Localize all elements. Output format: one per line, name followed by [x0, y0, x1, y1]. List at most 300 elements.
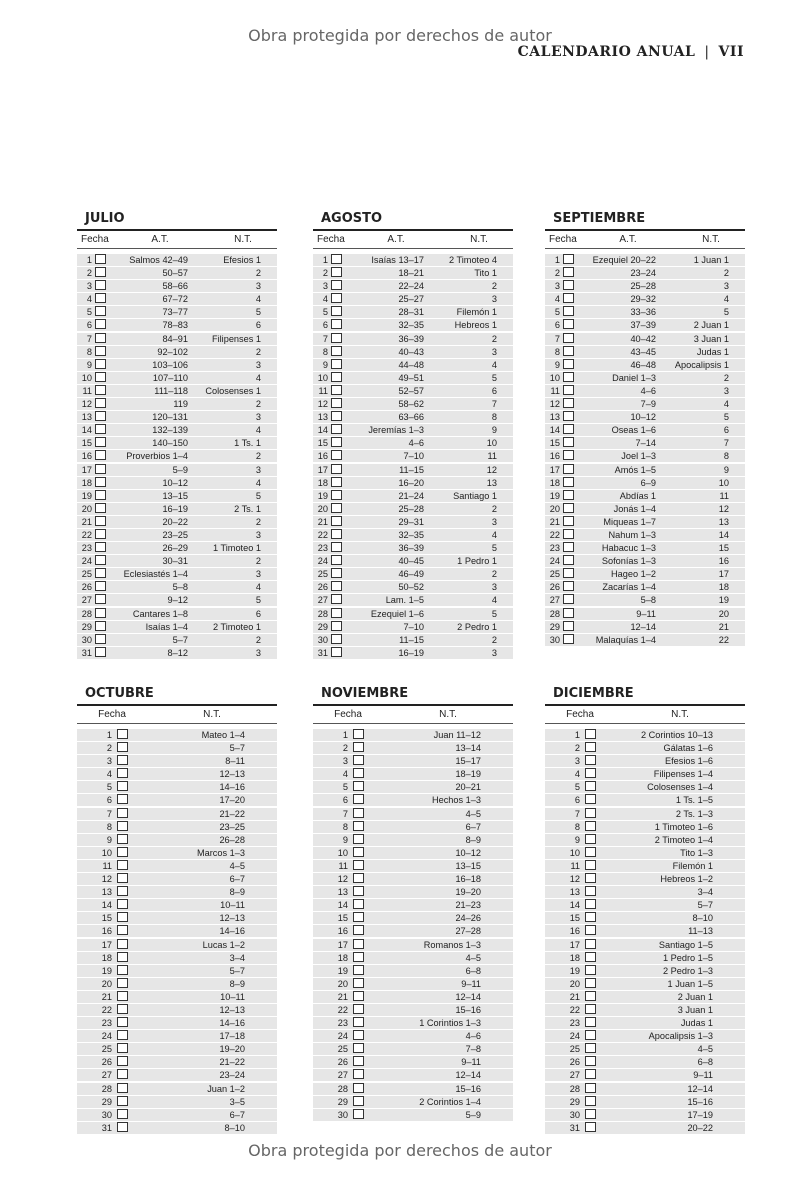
ot-reading: 78–83: [162, 320, 188, 331]
read-checkbox[interactable]: [353, 1083, 364, 1093]
nt-reading: 15–17: [455, 756, 481, 767]
read-checkbox[interactable]: [117, 1069, 128, 1079]
read-checkbox[interactable]: [117, 1122, 128, 1132]
read-checkbox[interactable]: [585, 808, 596, 818]
read-checkbox[interactable]: [563, 293, 574, 303]
day-number: 9: [322, 359, 328, 370]
day-number: 1: [86, 255, 92, 265]
read-checkbox[interactable]: [331, 634, 342, 644]
read-checkbox[interactable]: [117, 1083, 128, 1093]
read-checkbox[interactable]: [117, 991, 128, 1001]
nt-reading: 12: [718, 503, 729, 514]
read-checkbox[interactable]: [563, 516, 574, 526]
read-checkbox[interactable]: [353, 965, 364, 975]
read-checkbox[interactable]: [95, 280, 106, 290]
read-checkbox[interactable]: [117, 768, 128, 778]
day-number: 14: [101, 900, 112, 911]
read-checkbox[interactable]: [353, 834, 364, 844]
read-checkbox[interactable]: [563, 398, 574, 408]
reading-row: [545, 1004, 745, 1016]
read-checkbox[interactable]: [117, 899, 128, 909]
day-number: 21: [337, 991, 348, 1002]
nt-reading: 2 Juan 1: [693, 320, 729, 331]
nt-reading: 1 Timoteo 1–6: [654, 821, 713, 832]
read-checkbox[interactable]: [117, 1056, 128, 1066]
read-checkbox[interactable]: [117, 847, 128, 857]
read-checkbox[interactable]: [117, 781, 128, 791]
nt-reading: 2: [491, 634, 497, 645]
read-checkbox[interactable]: [353, 729, 364, 739]
read-checkbox[interactable]: [95, 634, 106, 644]
reading-row: [545, 385, 745, 397]
ot-reading: 32–35: [398, 529, 424, 540]
ot-reading: 25–28: [630, 281, 656, 292]
ot-reading: 103–106: [152, 359, 188, 370]
read-checkbox[interactable]: [563, 555, 574, 565]
read-checkbox[interactable]: [585, 768, 596, 778]
read-checkbox[interactable]: [585, 847, 596, 857]
day-number: 25: [317, 569, 328, 580]
read-checkbox[interactable]: [117, 808, 128, 818]
read-checkbox[interactable]: [117, 794, 128, 804]
read-checkbox[interactable]: [353, 1109, 364, 1119]
nt-reading: 13–15: [455, 860, 481, 871]
nt-reading: 14–16: [219, 1018, 245, 1029]
reading-row: [77, 490, 277, 502]
read-checkbox[interactable]: [331, 424, 342, 434]
read-checkbox[interactable]: [95, 450, 106, 460]
read-checkbox[interactable]: [331, 319, 342, 329]
nt-reading: Colosenses 1: [205, 385, 261, 396]
read-checkbox[interactable]: [117, 729, 128, 739]
read-checkbox[interactable]: [585, 886, 596, 896]
day-number: 1: [106, 730, 112, 740]
nt-reading: 8: [491, 412, 497, 423]
read-checkbox[interactable]: [331, 581, 342, 591]
read-checkbox[interactable]: [95, 411, 106, 421]
read-checkbox[interactable]: [563, 306, 574, 316]
read-checkbox[interactable]: [563, 267, 574, 277]
read-checkbox[interactable]: [563, 333, 574, 343]
read-checkbox[interactable]: [585, 781, 596, 791]
read-checkbox[interactable]: [585, 925, 596, 935]
ot-reading: 7–10: [403, 451, 424, 462]
read-checkbox[interactable]: [331, 450, 342, 460]
read-checkbox[interactable]: [563, 568, 574, 578]
read-checkbox[interactable]: [563, 254, 574, 264]
read-checkbox[interactable]: [563, 529, 574, 539]
read-checkbox[interactable]: [353, 912, 364, 922]
day-number: 18: [101, 952, 112, 963]
day-number: 29: [337, 1096, 348, 1107]
column-fecha: Fecha: [566, 709, 594, 720]
read-checkbox[interactable]: [117, 952, 128, 962]
day-number: 1: [554, 255, 560, 265]
reading-row: [313, 742, 513, 754]
column-header-row: [313, 231, 513, 249]
read-checkbox[interactable]: [585, 821, 596, 831]
reading-row: [313, 991, 513, 1003]
read-checkbox[interactable]: [353, 742, 364, 752]
read-checkbox[interactable]: [117, 886, 128, 896]
read-checkbox[interactable]: [95, 568, 106, 578]
day-number: 3: [554, 281, 560, 292]
column-nt: N.T.: [234, 234, 252, 245]
read-checkbox[interactable]: [353, 1096, 364, 1106]
read-checkbox[interactable]: [585, 952, 596, 962]
read-checkbox[interactable]: [563, 621, 574, 631]
ot-reading: Lam. 1–5: [385, 595, 424, 606]
nt-reading: 3: [723, 281, 729, 292]
day-number: 15: [317, 438, 328, 449]
day-number: 12: [337, 874, 348, 885]
read-checkbox[interactable]: [585, 755, 596, 765]
read-checkbox[interactable]: [353, 1004, 364, 1014]
read-checkbox[interactable]: [585, 1083, 596, 1093]
read-checkbox[interactable]: [353, 1017, 364, 1027]
read-checkbox[interactable]: [95, 542, 106, 552]
read-checkbox[interactable]: [117, 1043, 128, 1053]
day-number: 14: [317, 425, 328, 436]
day-number: 17: [337, 939, 348, 950]
read-checkbox[interactable]: [331, 333, 342, 343]
reading-row: [313, 1056, 513, 1068]
read-checkbox[interactable]: [353, 1056, 364, 1066]
read-checkbox[interactable]: [563, 450, 574, 460]
read-checkbox[interactable]: [563, 477, 574, 487]
read-checkbox[interactable]: [95, 306, 106, 316]
read-checkbox[interactable]: [353, 860, 364, 870]
read-checkbox[interactable]: [331, 647, 342, 657]
day-number: 10: [549, 372, 560, 383]
nt-reading: Judas 1: [696, 346, 729, 357]
nt-reading: 3–4: [229, 952, 245, 963]
read-checkbox[interactable]: [563, 411, 574, 421]
ot-reading: 7–10: [403, 621, 424, 632]
day-number: 26: [549, 582, 560, 593]
read-checkbox[interactable]: [353, 952, 364, 962]
read-checkbox[interactable]: [117, 939, 128, 949]
read-checkbox[interactable]: [117, 978, 128, 988]
read-checkbox[interactable]: [331, 267, 342, 277]
read-checkbox[interactable]: [95, 581, 106, 591]
read-checkbox[interactable]: [353, 873, 364, 883]
read-checkbox[interactable]: [353, 991, 364, 1001]
read-checkbox[interactable]: [585, 742, 596, 752]
read-checkbox[interactable]: [117, 1109, 128, 1119]
reading-row: [545, 1083, 745, 1095]
read-checkbox[interactable]: [117, 912, 128, 922]
read-checkbox[interactable]: [95, 437, 106, 447]
ot-reading: 36–39: [398, 333, 424, 344]
read-checkbox[interactable]: [331, 346, 342, 356]
read-checkbox[interactable]: [95, 254, 106, 264]
read-checkbox[interactable]: [331, 385, 342, 395]
read-checkbox[interactable]: [585, 1109, 596, 1119]
nt-reading: 3: [255, 359, 261, 370]
day-number: 28: [81, 608, 92, 619]
read-checkbox[interactable]: [331, 254, 342, 264]
day-number: 26: [101, 1057, 112, 1068]
reading-row: [77, 821, 277, 833]
read-checkbox[interactable]: [353, 925, 364, 935]
nt-reading: Tito 1–3: [680, 847, 713, 858]
nt-reading: 8–9: [229, 887, 245, 898]
column-at: A.T.: [619, 234, 637, 245]
ot-reading: 18–21: [398, 268, 424, 279]
read-checkbox[interactable]: [117, 860, 128, 870]
read-checkbox[interactable]: [331, 621, 342, 631]
nt-reading: 21–23: [455, 900, 481, 911]
read-checkbox[interactable]: [353, 1030, 364, 1040]
ot-reading: Joel 1–3: [621, 451, 656, 462]
read-checkbox[interactable]: [95, 372, 106, 382]
header-separator: |: [704, 44, 710, 60]
day-number: 25: [549, 569, 560, 580]
read-checkbox[interactable]: [563, 464, 574, 474]
day-number: 27: [317, 595, 328, 606]
nt-reading: 6–8: [465, 965, 481, 976]
reading-row: [77, 1004, 277, 1016]
read-checkbox[interactable]: [95, 594, 106, 604]
read-checkbox[interactable]: [585, 912, 596, 922]
day-number: 9: [86, 359, 92, 370]
read-checkbox[interactable]: [95, 359, 106, 369]
read-checkbox[interactable]: [585, 978, 596, 988]
read-checkbox[interactable]: [331, 464, 342, 474]
read-checkbox[interactable]: [563, 542, 574, 552]
day-number: 1: [322, 255, 328, 265]
nt-reading: 2: [723, 372, 729, 383]
read-checkbox[interactable]: [585, 729, 596, 739]
read-checkbox[interactable]: [95, 319, 106, 329]
read-checkbox[interactable]: [563, 503, 574, 513]
read-checkbox[interactable]: [331, 306, 342, 316]
read-checkbox[interactable]: [117, 742, 128, 752]
read-checkbox[interactable]: [331, 503, 342, 513]
reading-row: [77, 516, 277, 528]
read-checkbox[interactable]: [331, 477, 342, 487]
read-checkbox[interactable]: [353, 847, 364, 857]
day-number: 6: [554, 320, 560, 331]
reading-row: [77, 808, 277, 820]
nt-reading: 16–18: [455, 874, 481, 885]
read-checkbox[interactable]: [563, 385, 574, 395]
read-checkbox[interactable]: [117, 873, 128, 883]
read-checkbox[interactable]: [95, 346, 106, 356]
read-checkbox[interactable]: [331, 372, 342, 382]
reading-row: [313, 912, 513, 924]
read-checkbox[interactable]: [95, 424, 106, 434]
read-checkbox[interactable]: [95, 516, 106, 526]
read-checkbox[interactable]: [353, 939, 364, 949]
read-checkbox[interactable]: [117, 1004, 128, 1014]
day-number: 3: [106, 756, 112, 767]
read-checkbox[interactable]: [585, 873, 596, 883]
nt-reading: 10–12: [455, 847, 481, 858]
read-checkbox[interactable]: [585, 1043, 596, 1053]
reading-row: [313, 1096, 513, 1108]
reading-row: [545, 965, 745, 977]
nt-reading: 3–4: [697, 887, 713, 898]
read-checkbox[interactable]: [353, 1043, 364, 1053]
day-number: 29: [317, 621, 328, 632]
read-checkbox[interactable]: [117, 925, 128, 935]
read-checkbox[interactable]: [95, 293, 106, 303]
read-checkbox[interactable]: [563, 608, 574, 618]
read-checkbox[interactable]: [585, 1096, 596, 1106]
read-checkbox[interactable]: [331, 398, 342, 408]
day-number: 24: [549, 556, 560, 567]
reading-row: [77, 1043, 277, 1055]
reading-row: [313, 899, 513, 911]
read-checkbox[interactable]: [331, 437, 342, 447]
read-checkbox[interactable]: [331, 411, 342, 421]
read-checkbox[interactable]: [117, 821, 128, 831]
read-checkbox[interactable]: [563, 437, 574, 447]
day-number: 19: [549, 490, 560, 501]
read-checkbox[interactable]: [117, 1096, 128, 1106]
read-checkbox[interactable]: [331, 359, 342, 369]
day-number: 26: [317, 582, 328, 593]
reading-row: [313, 873, 513, 885]
reading-row: [313, 372, 513, 384]
nt-reading: 4: [491, 529, 497, 540]
reading-row: [77, 899, 277, 911]
nt-reading: 4–5: [229, 860, 245, 871]
read-checkbox[interactable]: [585, 1056, 596, 1066]
reading-row: [545, 1017, 745, 1029]
read-checkbox[interactable]: [585, 939, 596, 949]
month-title: SEPTIEMBRE: [553, 211, 646, 226]
read-checkbox[interactable]: [95, 464, 106, 474]
read-checkbox[interactable]: [585, 1122, 596, 1132]
read-checkbox[interactable]: [563, 594, 574, 604]
read-checkbox[interactable]: [331, 293, 342, 303]
reading-rows: [545, 729, 745, 1134]
read-checkbox[interactable]: [95, 333, 106, 343]
read-checkbox[interactable]: [95, 555, 106, 565]
read-checkbox[interactable]: [353, 1069, 364, 1079]
read-checkbox[interactable]: [331, 555, 342, 565]
read-checkbox[interactable]: [95, 385, 106, 395]
day-number: 6: [574, 795, 580, 806]
reading-row: [545, 346, 745, 358]
reading-row: [545, 952, 745, 964]
read-checkbox[interactable]: [331, 594, 342, 604]
read-checkbox[interactable]: [95, 503, 106, 513]
read-checkbox[interactable]: [353, 978, 364, 988]
read-checkbox[interactable]: [117, 834, 128, 844]
day-number: 11: [338, 860, 348, 871]
read-checkbox[interactable]: [563, 359, 574, 369]
read-checkbox[interactable]: [563, 346, 574, 356]
read-checkbox[interactable]: [353, 781, 364, 791]
ot-reading: Isaías 13–17: [371, 255, 424, 265]
reading-row: [77, 568, 277, 580]
read-checkbox[interactable]: [95, 608, 106, 618]
day-number: 28: [317, 608, 328, 619]
read-checkbox[interactable]: [353, 755, 364, 765]
reading-row: [545, 424, 745, 436]
read-checkbox[interactable]: [585, 1069, 596, 1079]
read-checkbox[interactable]: [117, 755, 128, 765]
read-checkbox[interactable]: [331, 608, 342, 618]
read-checkbox[interactable]: [563, 581, 574, 591]
read-checkbox[interactable]: [353, 899, 364, 909]
reading-row: [313, 634, 513, 646]
reading-row: [545, 333, 745, 345]
ot-reading: 40–43: [398, 346, 424, 357]
read-checkbox[interactable]: [353, 886, 364, 896]
read-checkbox[interactable]: [563, 634, 574, 644]
day-number: 18: [549, 477, 560, 488]
ot-reading: 21–24: [398, 490, 424, 501]
reading-row: [313, 464, 513, 476]
read-checkbox[interactable]: [585, 794, 596, 804]
read-checkbox[interactable]: [585, 860, 596, 870]
read-checkbox[interactable]: [331, 490, 342, 500]
read-checkbox[interactable]: [95, 529, 106, 539]
read-checkbox[interactable]: [95, 398, 106, 408]
read-checkbox[interactable]: [585, 1017, 596, 1027]
day-number: 2: [574, 743, 580, 754]
read-checkbox[interactable]: [585, 1030, 596, 1040]
read-checkbox[interactable]: [331, 280, 342, 290]
read-checkbox[interactable]: [585, 965, 596, 975]
day-number: 30: [549, 634, 560, 645]
reading-row: [77, 1030, 277, 1042]
read-checkbox[interactable]: [563, 424, 574, 434]
reading-row: [77, 912, 277, 924]
read-checkbox[interactable]: [585, 991, 596, 1001]
read-checkbox[interactable]: [117, 965, 128, 975]
read-checkbox[interactable]: [117, 1030, 128, 1040]
read-checkbox[interactable]: [353, 808, 364, 818]
read-checkbox[interactable]: [585, 899, 596, 909]
read-checkbox[interactable]: [95, 621, 106, 631]
read-checkbox[interactable]: [331, 568, 342, 578]
day-number: 30: [317, 634, 328, 645]
read-checkbox[interactable]: [95, 490, 106, 500]
read-checkbox[interactable]: [563, 319, 574, 329]
read-checkbox[interactable]: [331, 529, 342, 539]
ot-reading: Proverbios 1–4: [126, 451, 188, 462]
reading-row: [313, 794, 513, 806]
nt-reading: 9: [723, 464, 729, 475]
read-checkbox[interactable]: [331, 516, 342, 526]
nt-reading: 13: [486, 477, 497, 488]
ot-reading: 26–29: [162, 543, 188, 554]
read-checkbox[interactable]: [331, 542, 342, 552]
read-checkbox[interactable]: [95, 477, 106, 487]
read-checkbox[interactable]: [563, 372, 574, 382]
read-checkbox[interactable]: [353, 768, 364, 778]
read-checkbox[interactable]: [117, 1017, 128, 1027]
day-number: 27: [549, 595, 560, 606]
read-checkbox[interactable]: [353, 821, 364, 831]
read-checkbox[interactable]: [585, 834, 596, 844]
read-checkbox[interactable]: [563, 490, 574, 500]
read-checkbox[interactable]: [95, 647, 106, 657]
nt-reading: 8–9: [465, 834, 481, 845]
read-checkbox[interactable]: [585, 1004, 596, 1014]
read-checkbox[interactable]: [563, 280, 574, 290]
nt-reading: 2: [255, 634, 261, 645]
nt-reading: 2: [255, 451, 261, 462]
read-checkbox[interactable]: [353, 794, 364, 804]
read-checkbox[interactable]: [95, 267, 106, 277]
